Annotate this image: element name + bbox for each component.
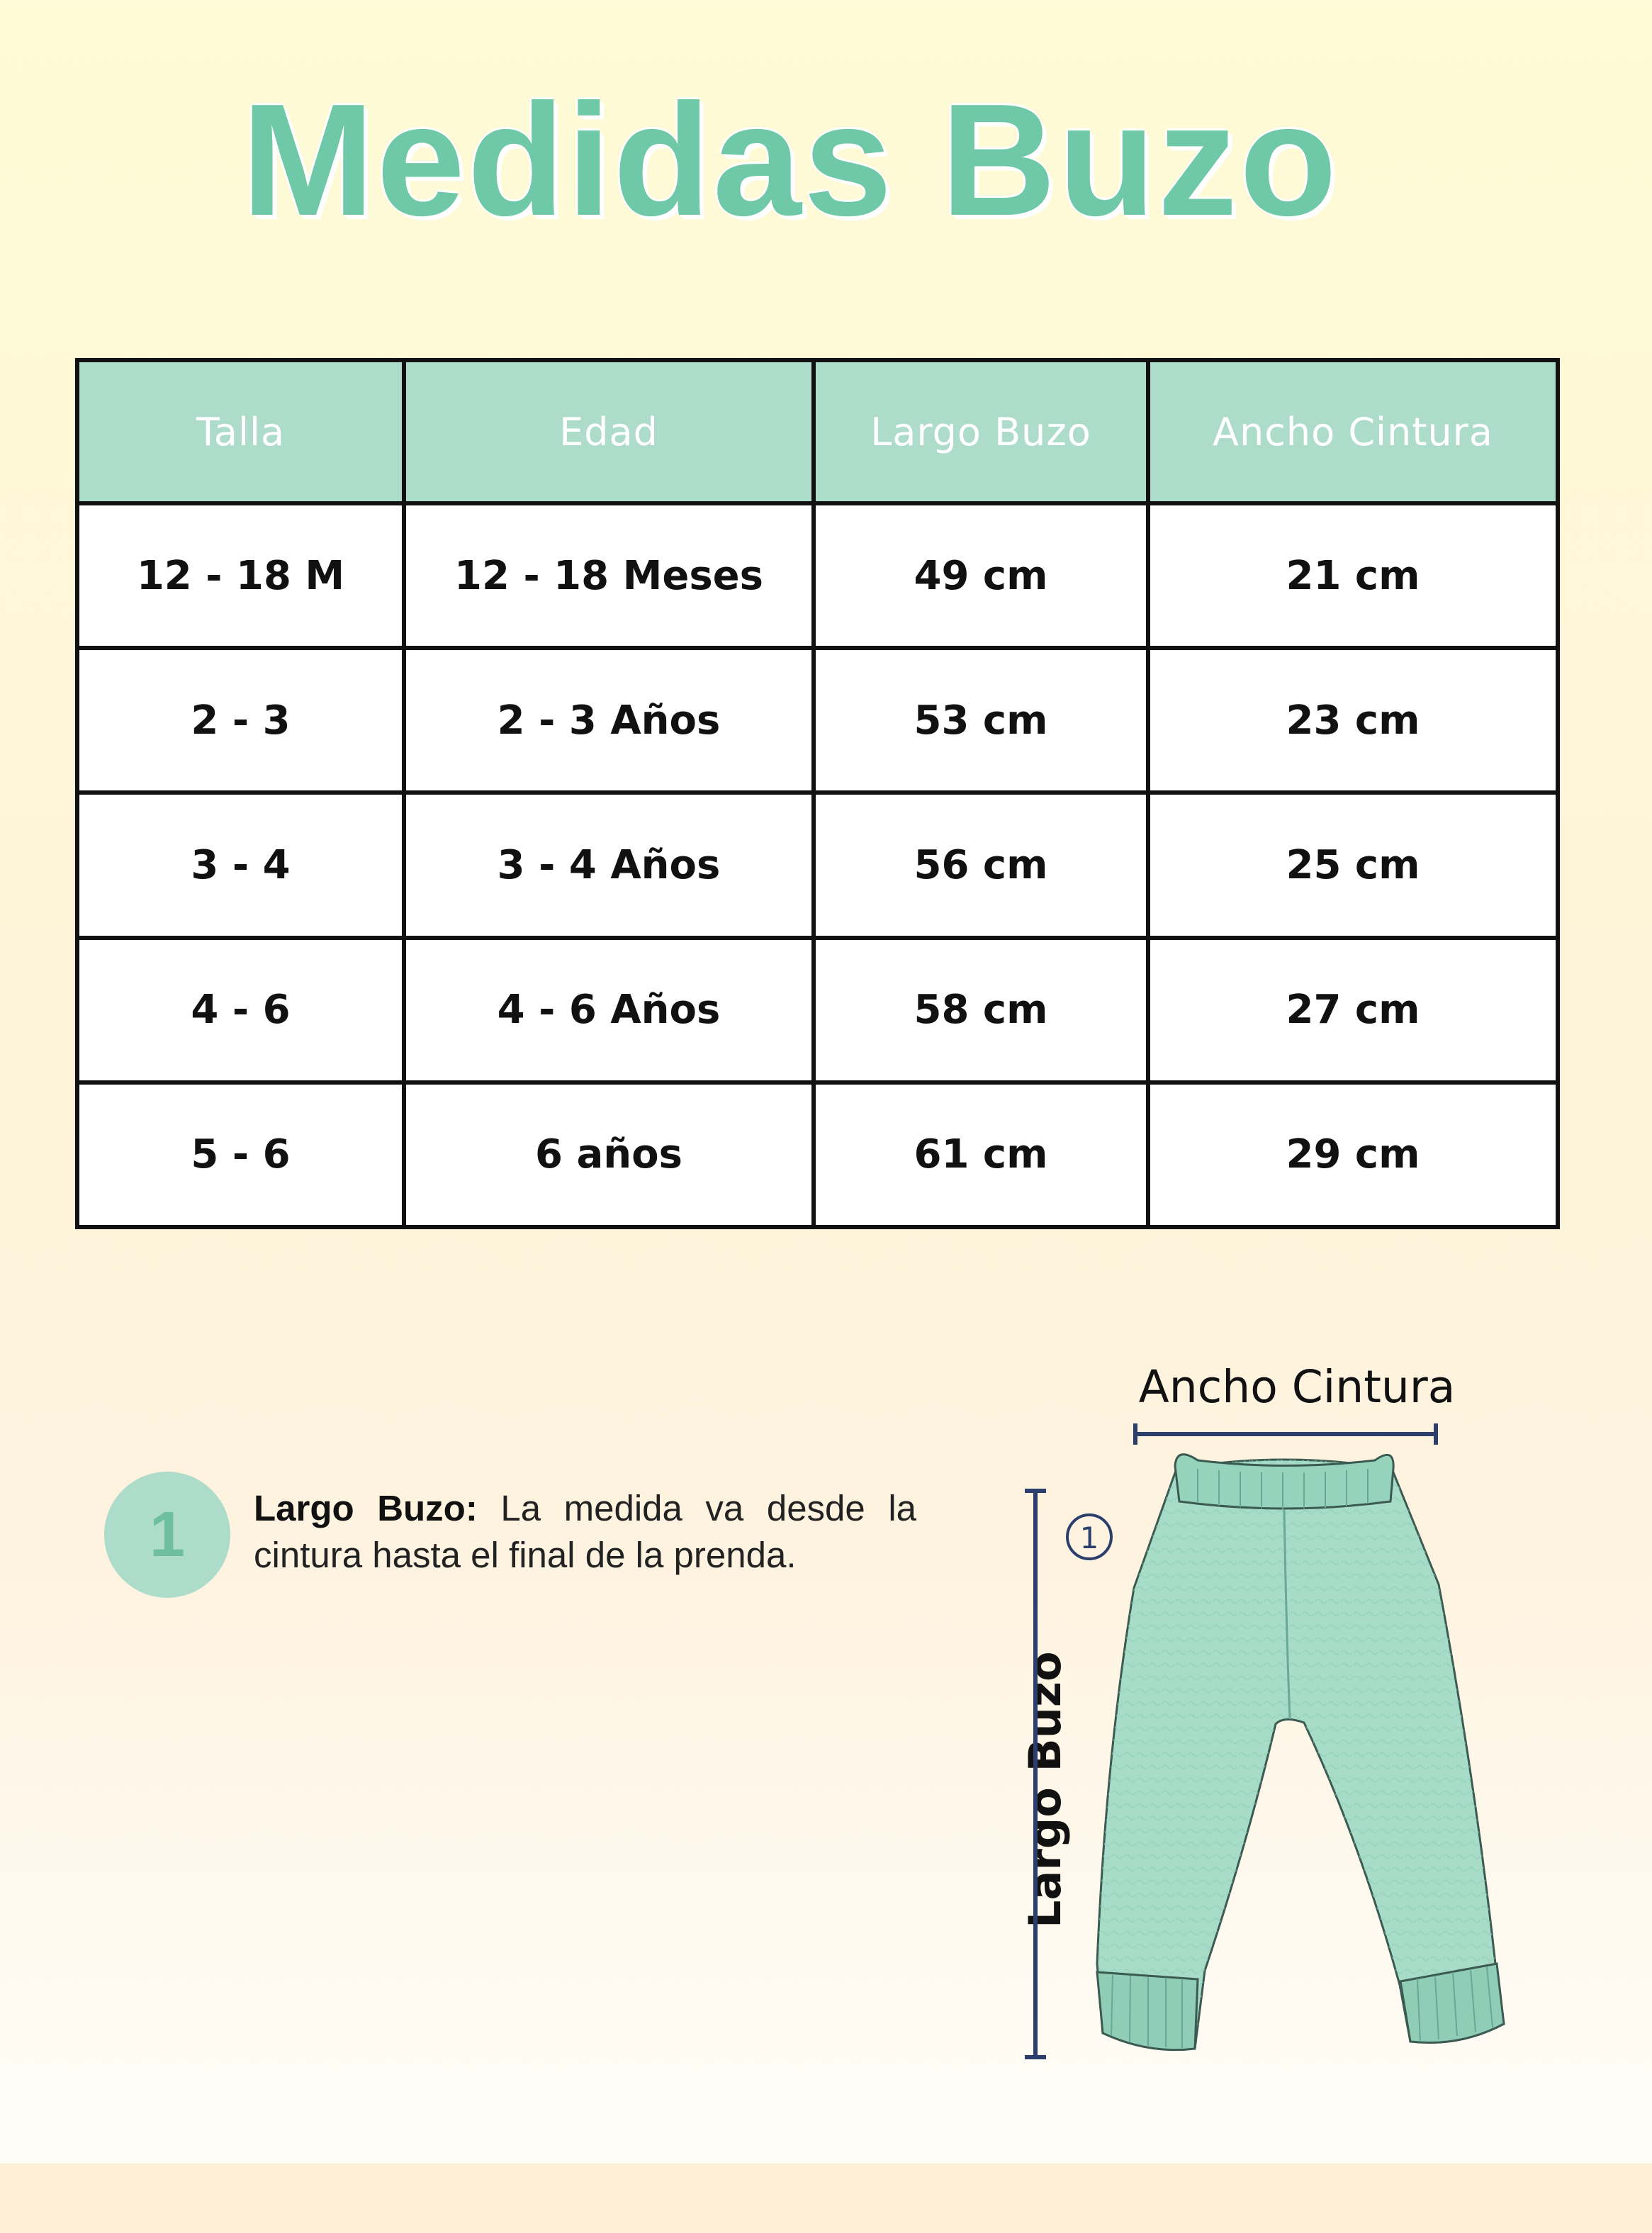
cell-talla: 12 - 18 M <box>77 503 404 648</box>
column-header-talla: Talla <box>77 360 404 503</box>
footer-band <box>0 2164 1652 2233</box>
column-header-largo-buzo: Largo Buzo <box>814 360 1148 503</box>
size-table <box>75 358 1560 1229</box>
measurement-instruction <box>254 1485 916 1579</box>
cell-edad: 6 años <box>404 1082 814 1227</box>
column-header-edad: Edad <box>404 360 814 503</box>
cell-largo-buzo: 61 cm <box>814 1082 1148 1227</box>
cell-largo-buzo: 56 cm <box>814 793 1148 937</box>
svg-text:1: 1 <box>1079 1521 1099 1555</box>
pants-diagram <box>943 1361 1510 2091</box>
pants-icon <box>1097 1455 1504 2050</box>
cell-edad: 4 - 6 Años <box>404 938 814 1082</box>
instruction-text: La medida va desde la cintura hasta el final de la prenda. <box>254 1488 917 1575</box>
table-row <box>77 1082 1558 1227</box>
cell-ancho-cintura: 25 cm <box>1148 793 1558 937</box>
width-measure-line <box>1135 1423 1436 1445</box>
cell-ancho-cintura: 27 cm <box>1148 938 1558 1082</box>
page-title: Medidas Buzo <box>241 70 1339 249</box>
table-row <box>77 938 1558 1082</box>
table-row <box>77 793 1558 937</box>
cell-ancho-cintura: 29 cm <box>1148 1082 1558 1227</box>
cell-edad: 3 - 4 Años <box>404 793 814 937</box>
length-measure-label: Largo Buzo <box>1019 1651 1071 1928</box>
table-header-row <box>77 360 1558 503</box>
length-measure-line <box>1025 1491 1046 2057</box>
cell-talla: 5 - 6 <box>77 1082 404 1227</box>
table-row <box>77 648 1558 793</box>
cell-largo-buzo: 49 cm <box>814 503 1148 648</box>
cell-largo-buzo: 53 cm <box>814 648 1148 793</box>
table-row <box>77 503 1558 648</box>
cell-talla: 2 - 3 <box>77 648 404 793</box>
step-marker-icon <box>1067 1515 1111 1559</box>
cell-largo-buzo: 58 cm <box>814 938 1148 1082</box>
width-measure-label: Ancho Cintura <box>1138 1361 1456 1413</box>
instruction-label: Largo Buzo: <box>254 1488 478 1528</box>
column-header-ancho-cintura: Ancho Cintura <box>1148 360 1558 503</box>
cell-edad: 2 - 3 Años <box>404 648 814 793</box>
cell-talla: 3 - 4 <box>77 793 404 937</box>
cell-edad: 12 - 18 Meses <box>404 503 814 648</box>
cell-ancho-cintura: 21 cm <box>1148 503 1558 648</box>
cell-ancho-cintura: 23 cm <box>1148 648 1558 793</box>
cell-talla: 4 - 6 <box>77 938 404 1082</box>
step-number-badge: 1 <box>104 1472 230 1598</box>
